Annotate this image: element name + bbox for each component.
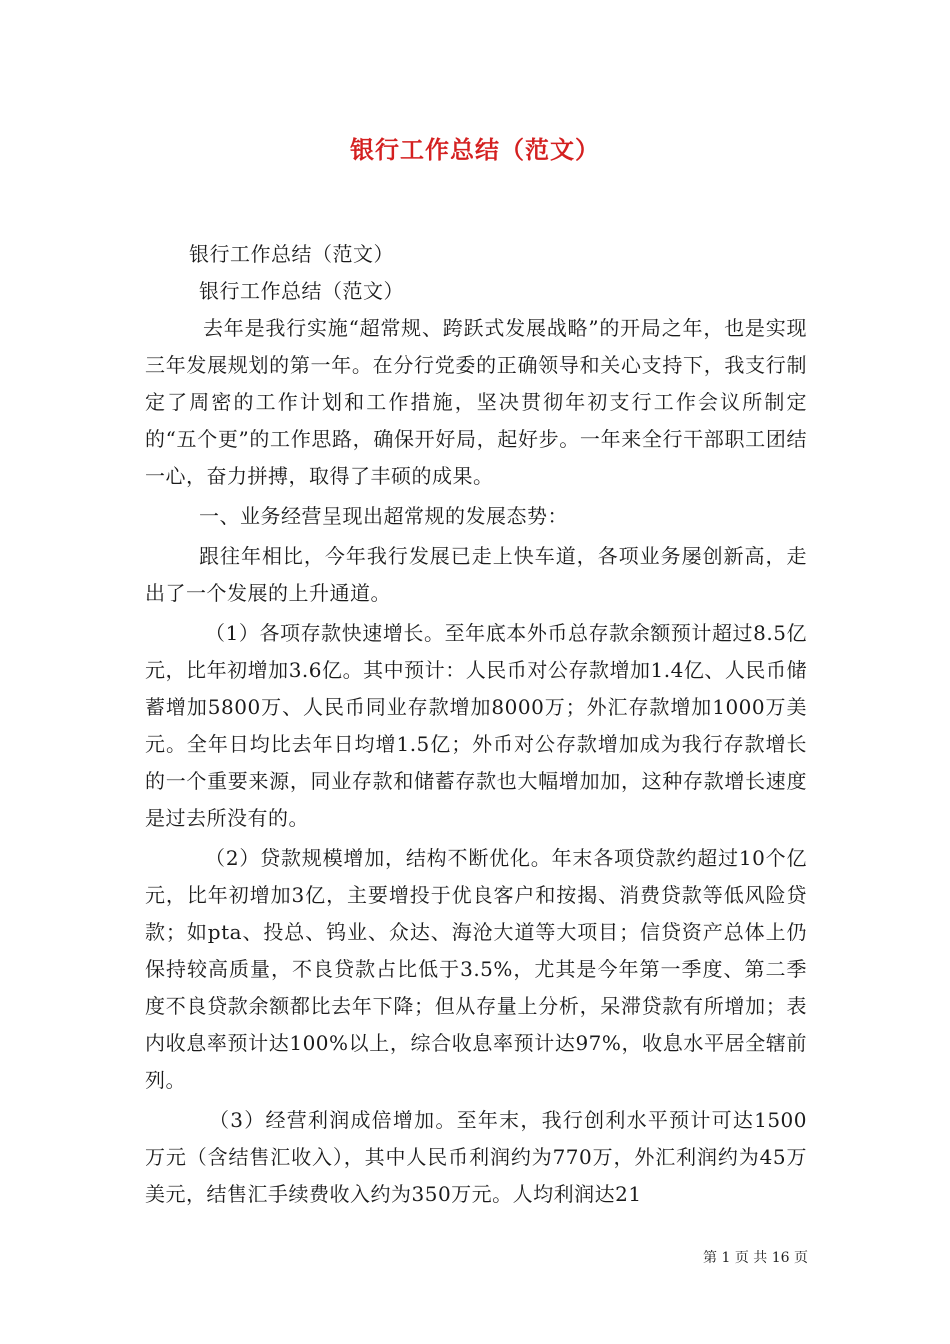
paragraph-loans: （2）贷款规模增加，结构不断优化。年末各项贷款约超过10个亿元，比年初增加3亿，主要增投于优良客户和按揭、消费贷款等低风险贷款；如pta、投总、钨业、众达、海沧大道等大项目；信贷资产总体上仍保持较高质量，不良贷款占比低于3.5%，尤其是今年第一季度、第二季度不良贷款余额都比去年下降；但从存量上分析，呆滞贷款有所增加；表内收息率预计达100%以上，综合收息率预计达97%，收息水平居全辖前列。 (145, 846, 807, 1092)
paragraph-overview: 跟往年相比，今年我行发展已走上快车道，各项业务屡创新高，走出了一个发展的上升通道。 (145, 544, 807, 605)
document-body (145, 236, 807, 1213)
paragraph-section-1: 一、业务经营呈现出超常规的发展态势： (199, 504, 568, 528)
page-number: 第 1 页 共 16 页 (703, 1250, 808, 1266)
paragraph-intro: 去年是我行实施“超常规、跨跃式发展战略”的开局之年，也是实现三年发展规划的第一年。在分行党委的正确领导和关心支持下，我支行制定了周密的工作计划和工作措施，坚决贯彻年初支行工作会议所制定的“五个更”的工作思路，确保开好局，起好步。一年来全行干部职工团结一心，奋力拼搏，取得了丰硕的成果。 (145, 316, 807, 488)
paragraph-deposits: （1）各项存款快速增长。至年底本外币总存款余额预计超过8.5亿元，比年初增加3.6亿。其中预计：人民币对公存款增加1.4亿、人民币储蓄增加5800万、人民币同业存款增加8000万；外汇存款增加1000万美元。全年日均比去年日均增1.5亿；外币对公存款增加成为我行存款增长的一个重要来源，同业存款和储蓄存款也大幅增加加，这种存款增长速度是过去所没有的。 (145, 621, 807, 830)
document-title: 银行工作总结（范文） (350, 135, 600, 164)
paragraph-heading-1: 银行工作总结（范文） (189, 242, 394, 266)
paragraph-heading-2: 银行工作总结（范文） (199, 279, 404, 303)
paragraph-profit: （3）经营利润成倍增加。至年末，我行创利水平预计可达1500万元（含结售汇收入），其中人民币利润约为770万，外汇利润约为45万美元，结售汇手续费收入约为350万元。人均利润达21 (145, 1108, 807, 1206)
